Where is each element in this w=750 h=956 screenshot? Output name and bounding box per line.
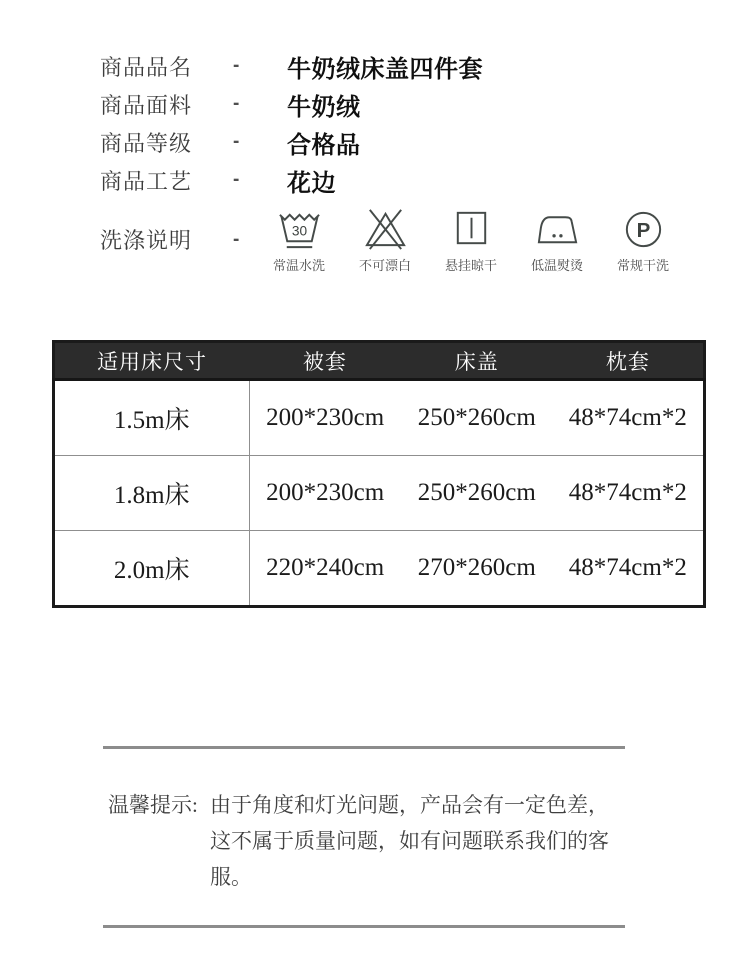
care-item-low-iron: [514, 205, 600, 274]
care-icons-group: [256, 205, 686, 274]
svg-text:P: P: [636, 218, 650, 242]
cell-bed-size: 1.5m床: [54, 380, 250, 456]
column-header-pillowcase: 枕套: [553, 342, 705, 380]
svg-text:30: 30: [291, 223, 307, 239]
cell-pillowcase: 48*74cm*2: [553, 380, 705, 456]
spec-row-craft: [100, 167, 750, 197]
cell-bed-cover: 250*260cm: [401, 456, 553, 531]
spec-separator: -: [233, 55, 240, 76]
column-header-bed-cover: 床盖: [401, 342, 553, 380]
care-item-hang-dry: [428, 205, 514, 274]
spec-value: 花边: [287, 169, 336, 197]
cell-bed-size: 1.8m床: [54, 456, 250, 531]
spec-row-grade: [100, 129, 750, 159]
divider-bottom: [103, 925, 625, 928]
washing-instructions-row: [100, 205, 750, 274]
care-caption: 悬挂晾干: [444, 258, 497, 273]
size-table-header-row: [54, 342, 705, 380]
spec-label: 商品品名: [100, 54, 193, 80]
tips-section: [103, 746, 625, 928]
spec-separator: -: [233, 93, 240, 114]
cell-duvet-cover: 200*230cm: [249, 456, 401, 531]
spec-value: 牛奶绒床盖四件套: [287, 55, 483, 83]
divider-top: [103, 746, 625, 749]
table-row: [54, 456, 705, 531]
table-row: [54, 380, 705, 456]
hang-dry-icon: [448, 205, 495, 252]
no-bleach-icon: [362, 205, 409, 252]
cell-pillowcase: 48*74cm*2: [553, 456, 705, 531]
cell-pillowcase: 48*74cm*2: [553, 531, 705, 607]
care-caption: 低温熨烫: [530, 258, 583, 273]
care-caption: 不可漂白: [358, 258, 411, 273]
care-item-wash-30: [256, 205, 342, 274]
spec-label: 商品等级: [100, 130, 193, 156]
cell-bed-cover: 270*260cm: [401, 531, 553, 607]
column-header-duvet-cover: 被套: [249, 342, 401, 380]
care-caption: 常规干洗: [616, 258, 669, 273]
spec-row-fabric: [100, 91, 750, 121]
spec-value: 合格品: [287, 131, 361, 159]
washing-label: 洗涤说明: [100, 228, 193, 253]
spec-separator: -: [233, 131, 240, 152]
washing-separator: -: [233, 228, 240, 250]
spec-label: 商品面料: [100, 92, 193, 118]
tip-body: [108, 787, 625, 895]
wash-30-icon: [276, 205, 323, 252]
tip-text: 由于角度和灯光问题，产品会有一定色差，这不属于质量问题，如有问题联系我们的客服。: [210, 793, 609, 889]
column-header-bed-size: 适用床尺寸: [54, 342, 250, 380]
cell-bed-cover: 250*260cm: [401, 380, 553, 456]
cell-bed-size: 2.0m床: [54, 531, 250, 607]
table-row: [54, 531, 705, 607]
spec-value: 牛奶绒: [287, 93, 361, 121]
low-iron-icon: [534, 205, 581, 252]
spec-row-product-name: [100, 53, 750, 83]
care-item-no-bleach: [342, 205, 428, 274]
cell-duvet-cover: 220*240cm: [249, 531, 401, 607]
spec-separator: -: [233, 169, 240, 190]
product-info-section: [0, 0, 750, 274]
care-caption: 常温水洗: [272, 258, 325, 273]
tip-label: 温馨提示:: [108, 793, 198, 817]
care-item-dry-clean: [600, 205, 686, 274]
size-table: [52, 340, 706, 608]
cell-duvet-cover: 200*230cm: [249, 380, 401, 456]
spec-label: 商品工艺: [100, 168, 193, 194]
dry-clean-icon: [620, 205, 667, 252]
